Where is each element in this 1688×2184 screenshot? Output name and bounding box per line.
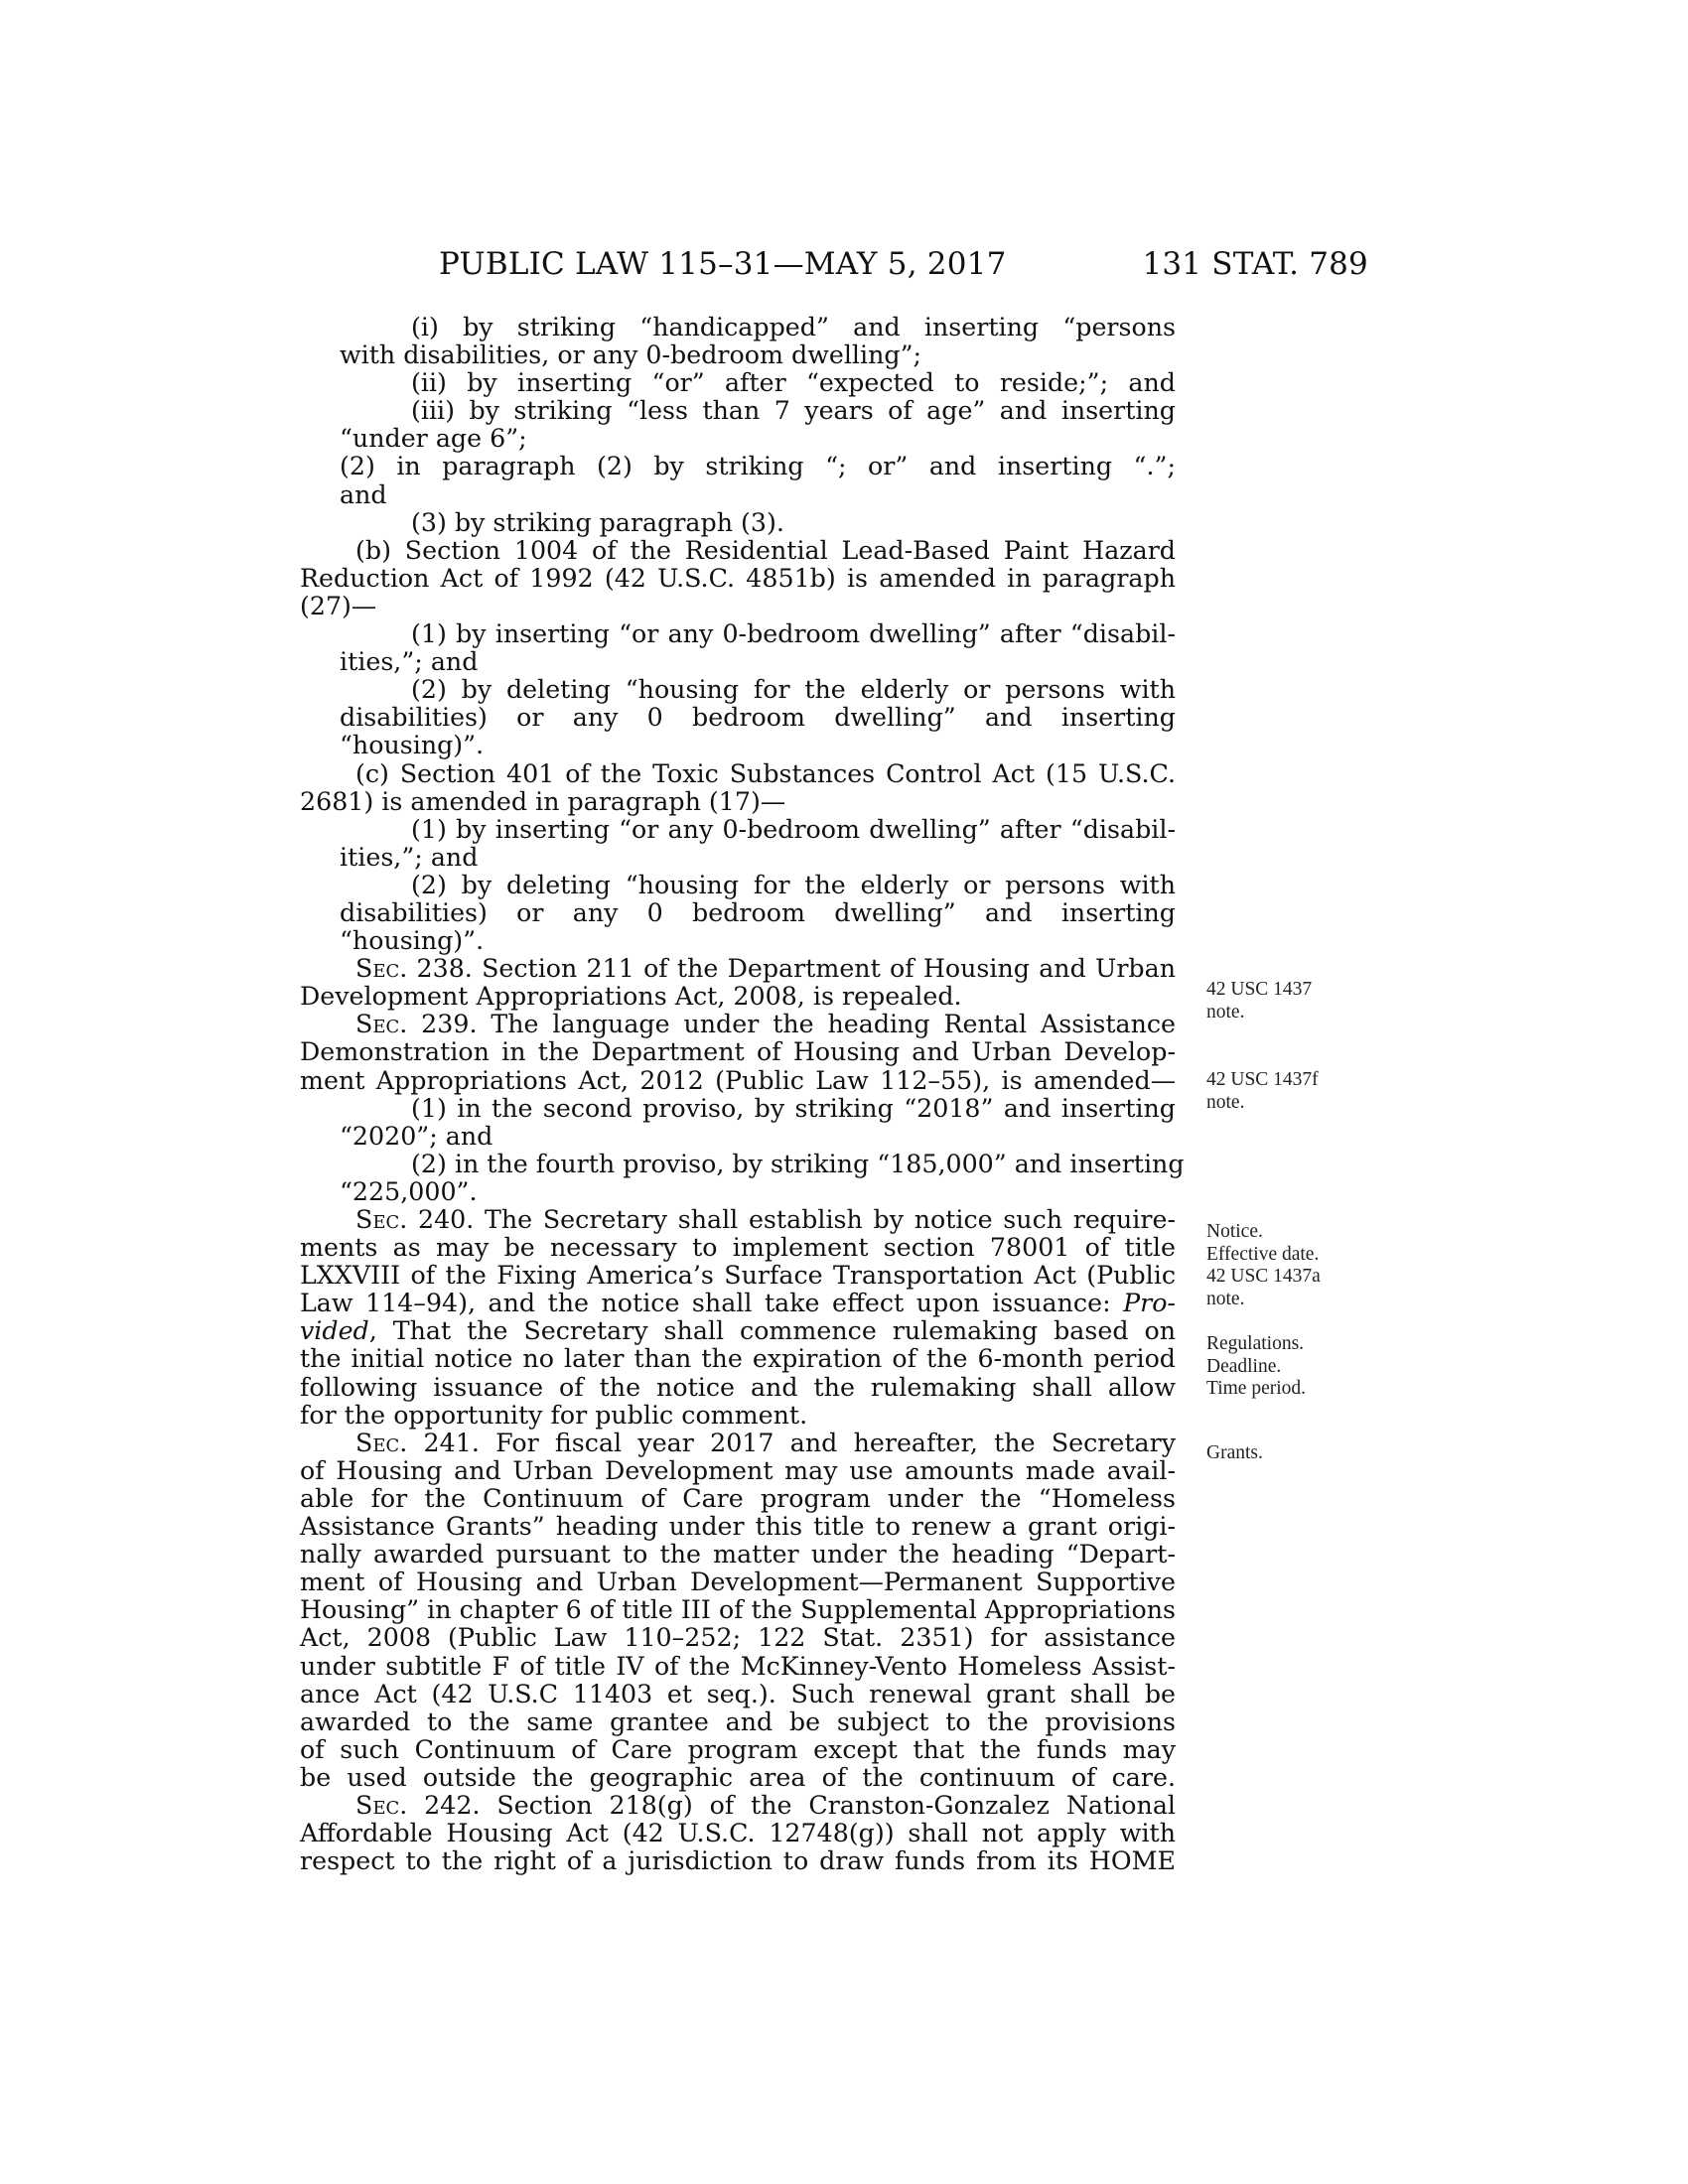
text-line: (27)— — [300, 591, 377, 620]
text-line: for the opportunity for public comment. — [300, 1400, 808, 1430]
text-line: with disabilities, or any 0-bedroom dwelling”; — [340, 341, 922, 370]
text-line: (1) in the second proviso, by striking “2018” and inserting — [411, 1093, 1176, 1123]
section-242-line: Sec. 242. Section 218(g) of the Cranston-Gonzalez National — [355, 1790, 1177, 1820]
body-text — [300, 313, 1185, 1876]
text-line: following issuance of the notice and the rulemaking shall allow — [300, 1372, 1176, 1402]
text-line: (i) by striking “handicapped” and inserting “persons — [411, 313, 1176, 341]
text-line: (b) Section 1004 of the Residential Lead-Based Paint Hazard — [355, 535, 1176, 565]
text-line: (c) Section 401 of the Toxic Substances Control Act (15 U.S.C. — [355, 758, 1176, 788]
text-line: (ii) by inserting “or” after “expected to reside;”; and — [411, 368, 1176, 398]
text-line: “2020”; and — [340, 1121, 493, 1151]
text-line: be used outside the geographic area of the continuum of care. — [300, 1762, 1176, 1792]
text-line: of such Continuum of Care program except that the funds may — [300, 1734, 1176, 1764]
text-line: ment Appropriations Act, 2012 (Public Law 112–55), is amended— — [300, 1065, 1176, 1095]
section-number: Sec. 238. — [355, 954, 473, 984]
text-line: Development Appropriations Act, 2008, is repealed. — [300, 982, 962, 1012]
text-line: 2681) is amended in paragraph (17)— — [300, 786, 786, 816]
text-line: Reduction Act of 1992 (42 U.S.C. 4851b) is amended in paragraph — [300, 563, 1176, 593]
running-header-page: 131 STAT. 789 — [1142, 246, 1368, 282]
section-number: Sec. 239. — [355, 1010, 478, 1039]
margin-note: Grants. — [1206, 1442, 1263, 1463]
text-line: Assistance Grants” heading under this title to renew a grant origi- — [300, 1512, 1176, 1542]
section-number: Sec. 240. — [355, 1205, 475, 1234]
text-line: ities,”; and — [340, 647, 479, 677]
section-239-line: Sec. 239. The language under the heading Rental Assistance — [355, 1010, 1177, 1039]
text-line: disabilities) or any 0 bedroom dwelling” and inserting — [340, 703, 1176, 733]
margin-note: 42 USC 1437f note. — [1206, 1069, 1319, 1113]
text-line: under subtitle F of title IV of the McKinney-Vento Homeless Assist- — [300, 1651, 1176, 1681]
section-241-line: Sec. 241. For fiscal year 2017 and hereafter, the Secretary — [355, 1428, 1176, 1457]
italic-word: vided — [300, 1316, 369, 1346]
italic-word: Pro- — [1123, 1289, 1176, 1318]
text-line: able for the Continuum of Care program under the “Homeless — [300, 1483, 1176, 1513]
text-line: Housing” in chapter 6 of title III of the Supplemental Appropriations — [300, 1595, 1176, 1625]
text-line: disabilities) or any 0 bedroom dwelling” and inserting — [340, 897, 1176, 927]
text-line: nally awarded pursuant to the matter under the heading “Depart- — [300, 1540, 1176, 1570]
text-line: “housing)”. — [340, 731, 485, 760]
text-line: “225,000”. — [340, 1176, 478, 1206]
text-line: ance Act (42 U.S.C 11403 et seq.). Such renewal grant shall be — [300, 1679, 1176, 1708]
text-line: (2) in paragraph (2) by striking “; or” and inserting “.”; — [340, 452, 1176, 481]
text-line: LXXVIII of the Fixing America’s Surface Transportation Act (Public — [300, 1261, 1176, 1291]
margin-note: 42 USC 1437 note. — [1206, 979, 1313, 1023]
text-line: ities,”; and — [340, 842, 479, 872]
text-line: awarded to the same grantee and be subject to the provisions — [300, 1706, 1176, 1736]
text-line: the initial notice no later than the expiration of the 6-month period — [300, 1344, 1176, 1374]
text-line: Affordable Housing Act (42 U.S.C. 12748(g)) shall not apply with — [300, 1819, 1176, 1848]
text-line: (2) by deleting “housing for the elderly or persons with — [411, 675, 1176, 705]
text-line: (iii) by striking “less than 7 years of age” and inserting — [411, 396, 1176, 426]
text-line: (3) by striking paragraph (3). — [411, 507, 784, 537]
section-number: Sec. 241. — [355, 1428, 480, 1457]
text-line: (2) in the fourth proviso, by striking “185,000” and inserting — [411, 1149, 1185, 1178]
text-line: ments as may be necessary to implement section 78001 of title — [300, 1233, 1176, 1263]
section-240-line: Sec. 240. The Secretary shall establish by notice such require- — [355, 1205, 1176, 1234]
text-line: of Housing and Urban Development may use amounts made avail- — [300, 1455, 1176, 1485]
margin-note: Regulations. Deadline. Time period. — [1206, 1333, 1307, 1399]
text-line: Law 114–94), and the notice shall take effect upon issuance: Pro- — [300, 1289, 1176, 1318]
text-line: Demonstration in the Department of Housing and Urban Develop- — [300, 1037, 1176, 1067]
text-line: Act, 2008 (Public Law 110–252; 122 Stat. 2351) for assistance — [300, 1623, 1176, 1653]
margin-note: Notice. Effective date. 42 USC 1437a note. — [1206, 1221, 1321, 1309]
text-line: (2) by deleting “housing for the elderly or persons with — [411, 870, 1176, 899]
text-line: (1) by inserting “or any 0-bedroom dwelling” after “disabil- — [411, 619, 1176, 649]
text-line: respect to the right of a jurisdiction to draw funds from its HOME — [300, 1846, 1176, 1876]
text-line: “housing)”. — [340, 926, 485, 956]
text-line: (1) by inserting “or any 0-bedroom dwelling” after “disabil- — [411, 814, 1176, 844]
text-line: and — [340, 479, 387, 509]
running-header-title: PUBLIC LAW 115–31—MAY 5, 2017 — [439, 246, 1007, 282]
section-number: Sec. 242. — [355, 1790, 481, 1820]
text-line: ment of Housing and Urban Development—Permanent Supportive — [300, 1568, 1176, 1597]
text-line: vided, That the Secretary shall commence rulemaking based on — [300, 1316, 1176, 1346]
section-238-line: Sec. 238. Section 211 of the Department of Housing and Urban — [355, 954, 1176, 984]
text-line: “under age 6”; — [340, 424, 527, 454]
